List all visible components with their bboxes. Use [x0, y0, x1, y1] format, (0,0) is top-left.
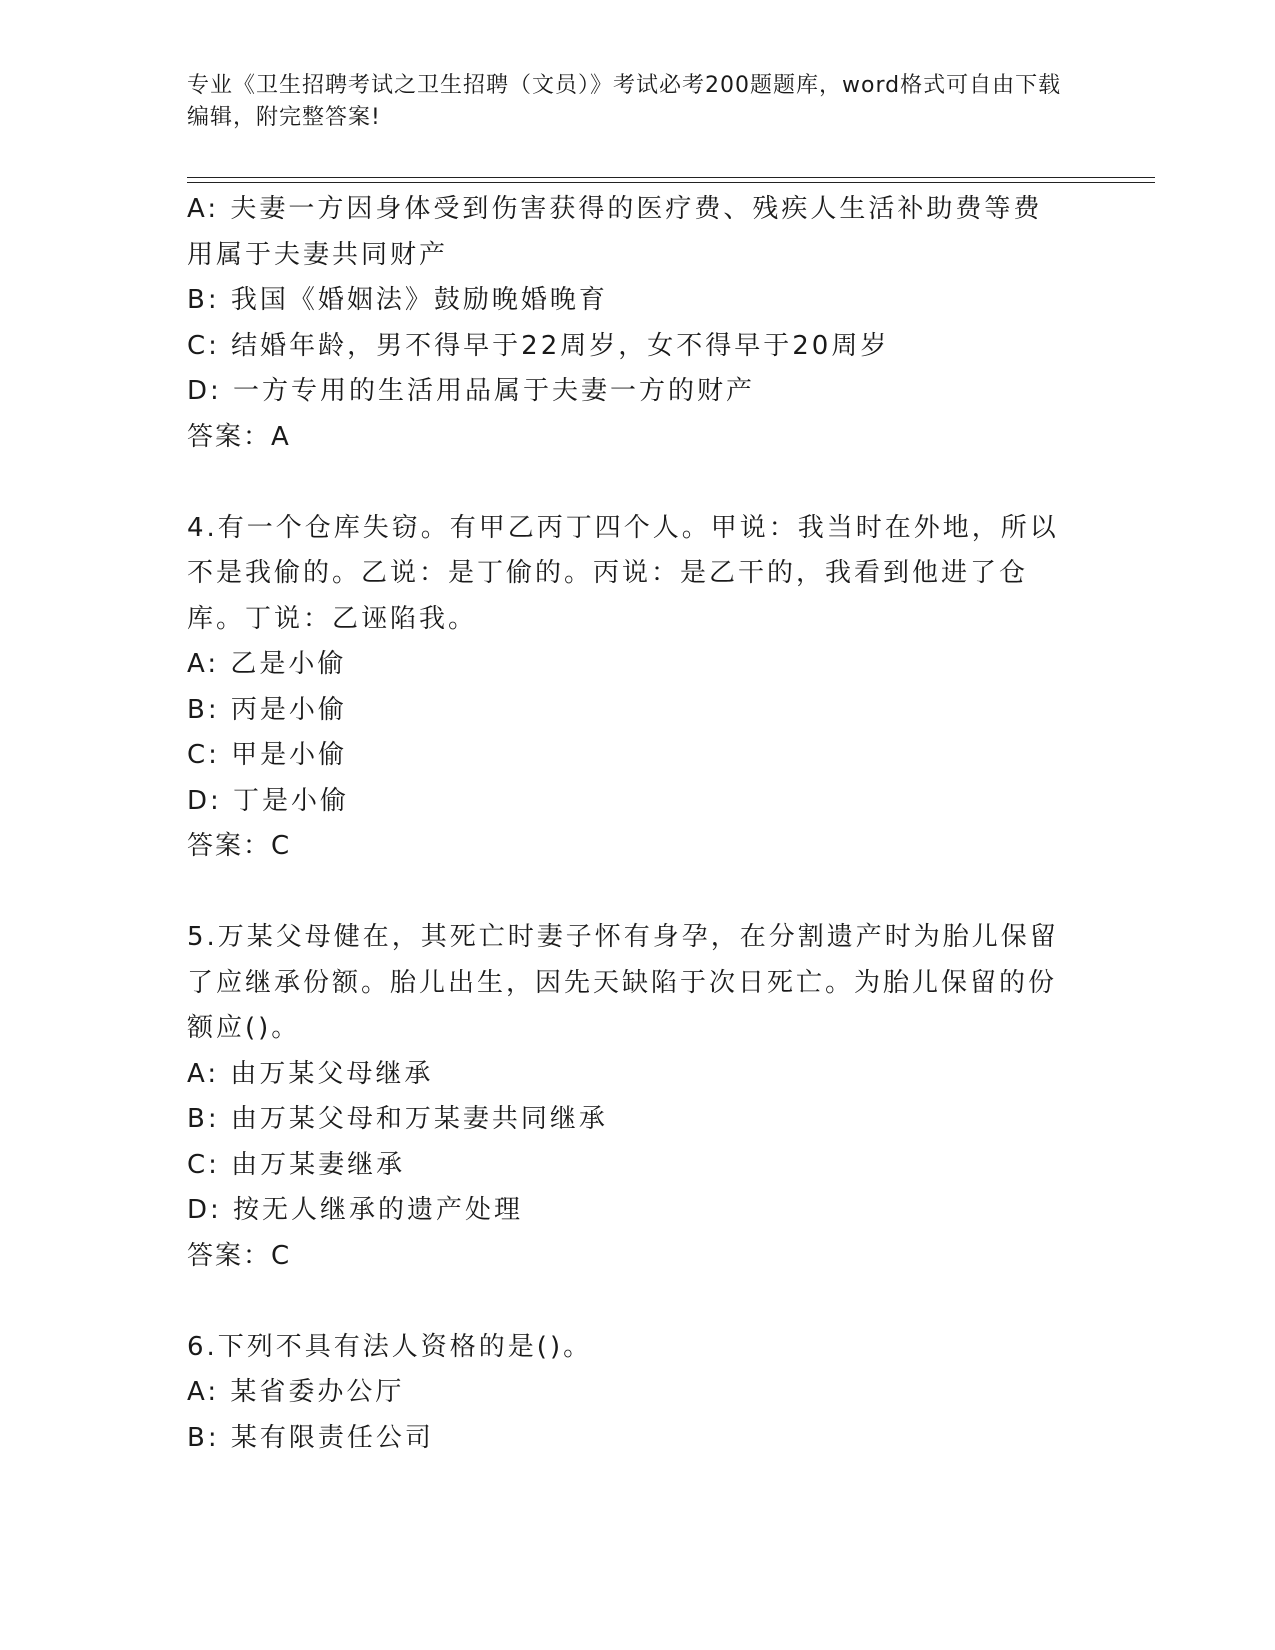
document-header: 专业《卫生招聘考试之卫生招聘（文员）》考试必考200题题库，word格式可自由下载编辑，附完整答案!	[187, 73, 1062, 130]
question-text: 4.有一个仓库失窃。有甲乙丙丁四个人。甲说：我当时在外地，所以不是我偷的。乙说：是丁偷的。丙说：是乙干的，我看到他进了仓库。丁说：乙诬陷我。	[187, 512, 1059, 634]
option-b: B: 丙是小偷	[187, 694, 347, 725]
answer-label: 答案：A	[187, 421, 291, 452]
option-d: D: 按无人继承的遗产处理	[187, 1195, 524, 1225]
option-a: A: 某省委办公厅	[187, 1377, 405, 1407]
question-3-block	[187, 187, 1067, 460]
option-c: C: 甲是小偷	[187, 740, 348, 770]
question-4-block	[187, 506, 1067, 870]
answer-label: 答案：C	[187, 1240, 292, 1271]
option-b: B: 由万某父母和万某妻共同继承	[187, 1104, 608, 1134]
option-d: D: 丁是小偷	[187, 785, 350, 816]
option-b: B: 某有限责任公司	[187, 1422, 434, 1453]
option-c: C: 由万某妻继承	[187, 1149, 406, 1180]
answer-label: 答案：C	[187, 831, 292, 861]
question-text: 6.下列不具有法人资格的是()。	[187, 1331, 593, 1362]
option-a: A: 夫妻一方因身体受到伤害获得的医疗费、残疾人生活补助费等费用属于夫妻共同财产	[187, 194, 1043, 270]
option-a: A: 乙是小偷	[187, 649, 347, 679]
question-6-block	[187, 1325, 1067, 1462]
header-divider-top	[187, 177, 1155, 178]
option-b: B: 我国《婚姻法》鼓励晚婚晚育	[187, 285, 608, 315]
question-text: 5.万某父母健在，其死亡时妻子怀有身孕，在分割遗产时为胎儿保留了应继承份额。胎儿出生，因先天缺陷于次日死亡。为胎儿保留的份额应()。	[187, 922, 1059, 1043]
option-a: A: 由万某父母继承	[187, 1058, 434, 1089]
question-list	[187, 187, 1067, 1461]
header-divider-bottom	[187, 182, 1155, 183]
option-c: C: 结婚年龄，男不得早于22周岁，女不得早于20周岁	[187, 330, 890, 361]
option-d: D: 一方专用的生活用品属于夫妻一方的财产	[187, 376, 756, 406]
question-5-block	[187, 915, 1067, 1279]
